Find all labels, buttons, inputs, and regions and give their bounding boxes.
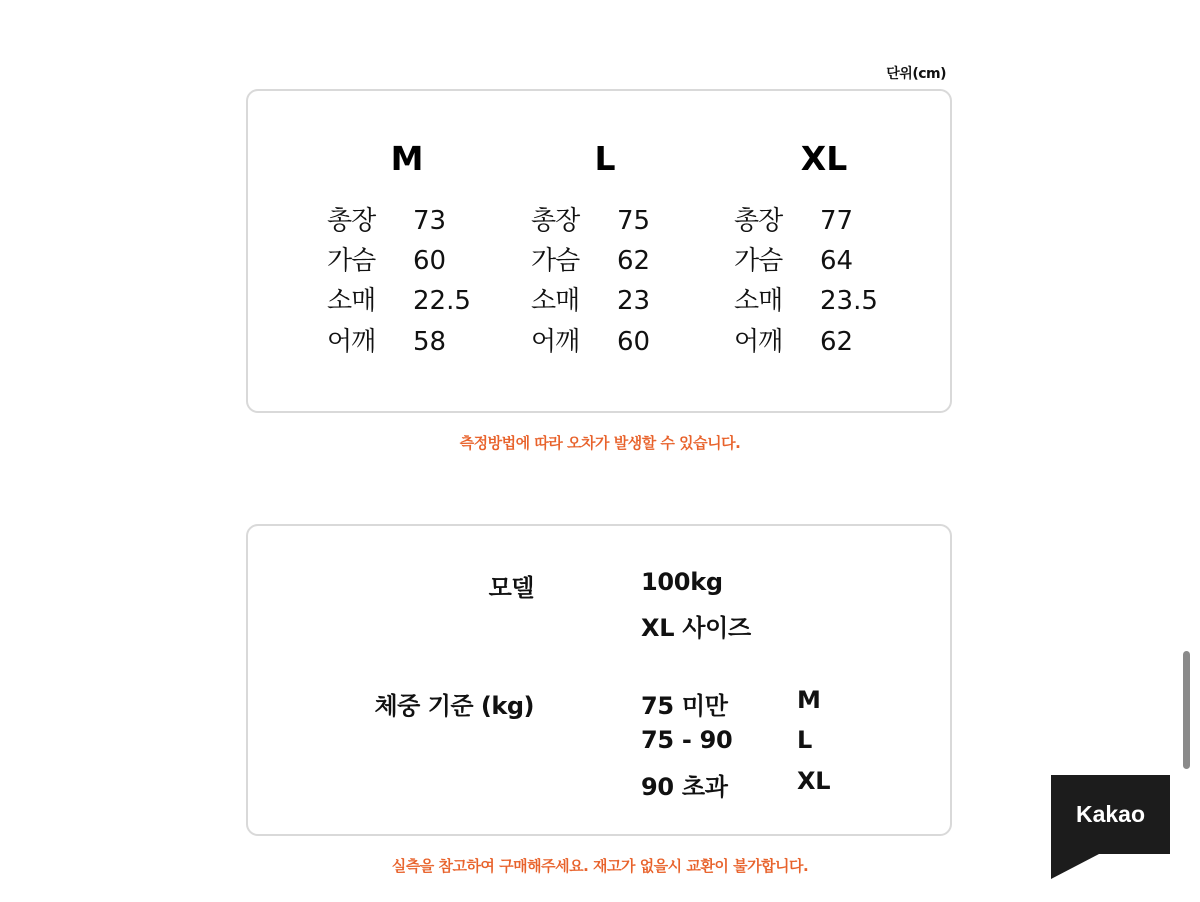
measurement-key: 가슴 [327, 246, 376, 276]
model-label: 모델 [488, 574, 534, 602]
scrollbar-thumb[interactable] [1183, 651, 1190, 769]
measurement-key: 어깨 [531, 327, 580, 357]
speech-bubble-tail-icon [1051, 854, 1099, 879]
measurement-key: 총장 [734, 206, 783, 236]
measurement-key: 총장 [327, 206, 376, 236]
weight-range: 90 초과 [641, 773, 728, 801]
measurement-value: 62 [820, 327, 854, 357]
measurement-value: 23.5 [820, 286, 878, 316]
measurement-value: 58 [413, 327, 447, 357]
kakao-button-label: Kakao [1051, 775, 1170, 854]
measurement-key: 총장 [531, 206, 580, 236]
measurement-key: 소매 [734, 286, 783, 316]
weight-size: M [797, 686, 821, 714]
measurement-value: 62 [617, 246, 651, 276]
measurement-value: 64 [820, 246, 854, 276]
purchase-note: 실측을 참고하여 구매해주세요. 재고가 없을시 교환이 불가합니다. [391, 857, 809, 875]
model-info-card [246, 524, 952, 836]
weight-size: L [797, 726, 812, 754]
size-name: M [390, 139, 424, 178]
measurement-value: 73 [413, 206, 447, 236]
measurement-key: 가슴 [531, 246, 580, 276]
measurement-note: 측정방법에 따라 오차가 발생할 수 있습니다. [459, 434, 741, 452]
unit-label: 단위(cm) [886, 66, 946, 82]
measurement-key: 소매 [531, 286, 580, 316]
weight-range: 75 - 90 [641, 726, 733, 754]
measurement-value: 60 [617, 327, 651, 357]
measurement-value: 77 [820, 206, 854, 236]
measurement-value: 22.5 [413, 286, 471, 316]
measurement-value: 23 [617, 286, 651, 316]
size-chart-card [246, 89, 952, 413]
size-name: XL [800, 139, 848, 178]
kakao-chat-button[interactable] [1051, 775, 1170, 879]
measurement-value: 75 [617, 206, 651, 236]
size-name: L [594, 139, 616, 178]
measurement-key: 가슴 [734, 246, 783, 276]
measurement-value: 60 [413, 246, 447, 276]
weight-range: 75 미만 [641, 692, 728, 720]
model-weight: 100kg [641, 568, 723, 596]
weight-guide-label: 체중 기준 (kg) [374, 692, 534, 720]
measurement-key: 어깨 [327, 327, 376, 357]
model-size: XL 사이즈 [641, 614, 751, 642]
measurement-key: 소매 [327, 286, 376, 316]
weight-size: XL [797, 767, 831, 795]
measurement-key: 어깨 [734, 327, 783, 357]
